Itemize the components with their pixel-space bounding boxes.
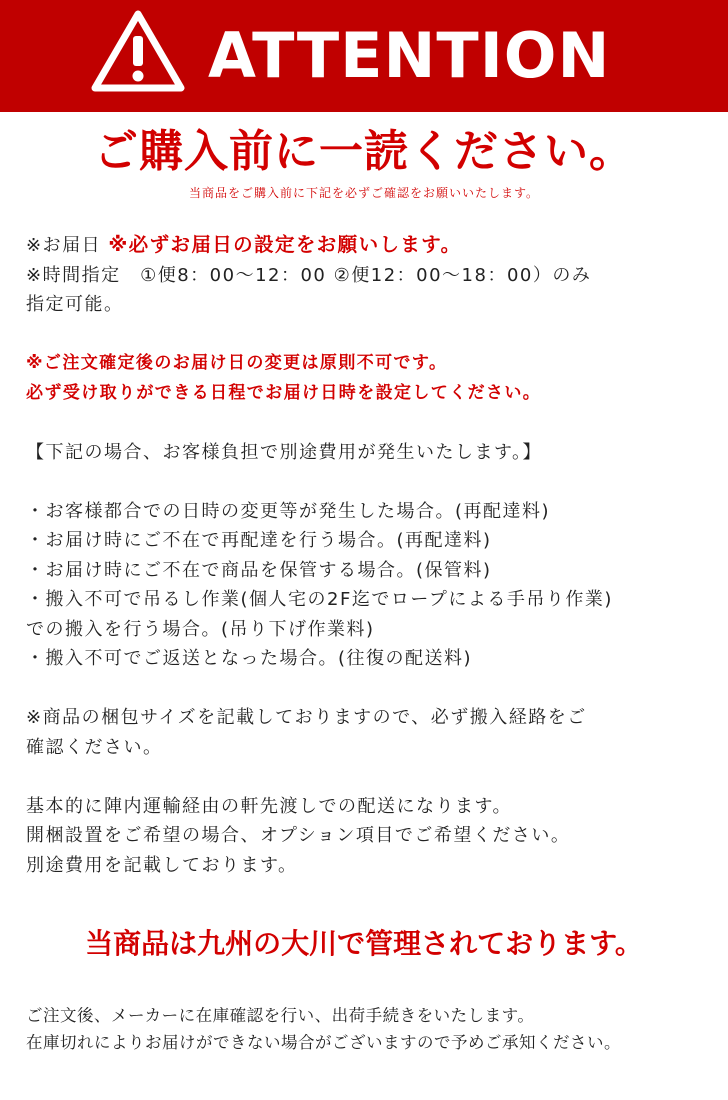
shipping-line-2: 開梱設置をご希望の場合、オプション項目でご希望ください。 [26, 825, 571, 846]
attention-banner [0, 0, 728, 112]
page-headline: ご購入前に一読ください。 [94, 126, 634, 177]
fee-item: ・お届け時にご不在で商品を保管する場合。(保管料) [26, 559, 492, 581]
delivery-date-label: ※お届日 [26, 235, 102, 256]
fee-item: ・搬入不可でご返送となった場合。(往復の配送料) [26, 648, 473, 669]
footer-line-2: 在庫切れによりお届けができない場合がございますので予めご承知ください。 [26, 1033, 621, 1052]
warning-line-2: 必ず受け取りができる日程でお届け日時を設定してください。 [26, 382, 542, 403]
time-spec-line-1: ※時間指定 ①便8：00～12：00 ②便12：00～18：00）のみ [26, 264, 592, 286]
footer-notice [26, 1002, 722, 1056]
time-spec-line-2: 指定可能。 [26, 294, 124, 315]
warning-triangle-icon [90, 8, 186, 94]
packaging-line-2: 確認ください。 [26, 736, 163, 758]
shipping-line-3: 別途費用を記載しております。 [26, 854, 298, 876]
notice-body [26, 230, 716, 880]
banner-title: ATTENTION [208, 19, 611, 92]
management-notice: 当商品は九州の大川で管理されております。 [85, 927, 643, 960]
warning-line-1: ※ご注文確定後のお届け日の変更は原則不可です。 [26, 353, 448, 373]
fee-item: での搬入を行う場合。(吊り下げ作業料) [26, 618, 375, 640]
shipping-line-1: 基本的に陣内運輸経由の軒先渡しでの配送になります。 [26, 795, 513, 817]
fees-heading: 【下記の場合、お客様負担で別途費用が発生いたします。】 [26, 441, 543, 463]
fee-item: ・お届け時にご不在で再配達を行う場合。(再配達料) [26, 530, 492, 551]
page-subline: 当商品をご購入前に下記を必ずご確認をお願いいたします。 [188, 186, 540, 200]
footer-line-1: ご注文後、メーカーに在庫確認を行い、出荷手続きをいたします。 [26, 1006, 535, 1025]
fee-item: ・お客様都合での日時の変更等が発生した場合。(再配達料) [26, 500, 551, 522]
packaging-line-1: ※商品の梱包サイズを記載しておりますので、必ず搬入経路をご [26, 707, 587, 728]
delivery-date-notice: ※必ずお届日の設定をお願いします。 [108, 233, 462, 256]
delivery-date-line [26, 230, 716, 261]
fee-item: ・搬入不可で吊るし作業(個人宅の2F迄でロープによる手吊り作業) [26, 589, 613, 610]
